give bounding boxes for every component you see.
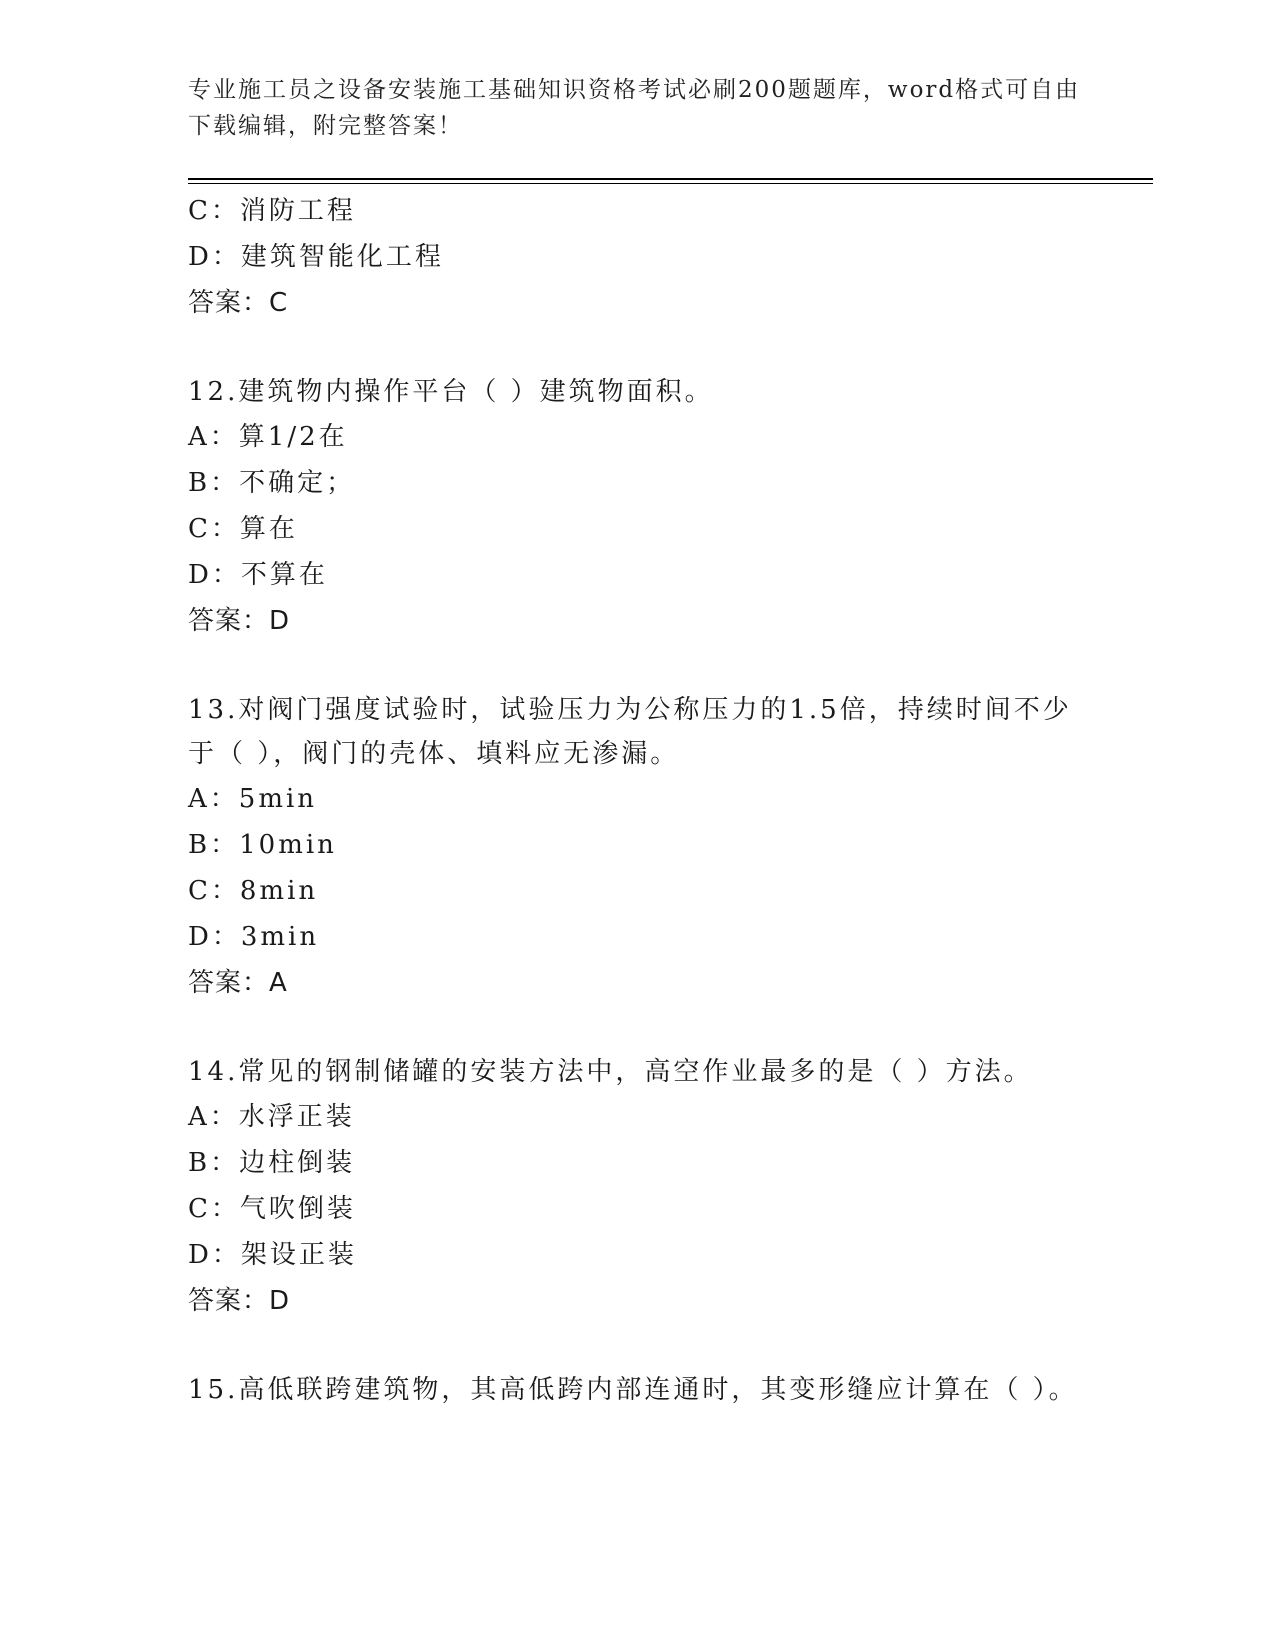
spacer <box>188 1324 1088 1368</box>
question-text: 12.建筑物内操作平台（ ）建筑物面积。 <box>188 377 714 407</box>
question-14 <box>188 1050 1088 1324</box>
question-12 <box>188 370 1088 644</box>
option-c: C：气吹倒装 <box>188 1194 356 1224</box>
option-d: D：不算在 <box>188 560 328 590</box>
question-text: 15.高低联跨建筑物，其高低跨内部连通时，其变形缝应计算在（ ）。 <box>188 1375 1078 1405</box>
option-a: A：水浮正装 <box>188 1102 355 1132</box>
question-text: 14.常见的钢制储罐的安装方法中，高空作业最多的是（ ）方法。 <box>188 1057 1033 1087</box>
header-rule-thick <box>188 178 1153 180</box>
answer-label: 答案：D <box>188 1286 291 1316</box>
option-a: A：5min <box>188 784 318 814</box>
option-b: B：10min <box>188 830 337 860</box>
option-a: A：算1/2在 <box>188 422 348 452</box>
answer-label: 答案：C <box>188 288 289 318</box>
option-d: D：3min <box>188 922 320 952</box>
option-c: C：8min <box>188 876 319 906</box>
question-text: 13.对阀门强度试验时，试验压力为公称压力的1.5倍，持续时间不少于（ ），阀门的壳体、填料应无渗漏。 <box>188 695 1072 769</box>
spacer <box>188 326 1088 370</box>
answer-label: 答案：D <box>188 606 291 636</box>
option-c: C：消防工程 <box>188 196 356 226</box>
spacer <box>188 1006 1088 1050</box>
question-13 <box>188 688 1088 1006</box>
question-list <box>188 188 1088 1412</box>
option-d: D：建筑智能化工程 <box>188 242 444 272</box>
option-d: D：架设正装 <box>188 1240 357 1270</box>
header-rule-thin <box>188 183 1153 184</box>
answer-label: 答案：A <box>188 968 288 998</box>
question-11-continuation <box>188 188 1088 326</box>
question-15 <box>188 1368 1088 1412</box>
document-header-title: 专业施工员之设备安装施工基础知识资格考试必刷200题题库，word格式可自由下载编辑，附完整答案！ <box>188 77 1081 139</box>
option-b: B：不确定； <box>188 468 356 498</box>
spacer <box>188 644 1088 688</box>
option-c: C：算在 <box>188 514 298 544</box>
option-b: B：边柱倒装 <box>188 1148 356 1178</box>
